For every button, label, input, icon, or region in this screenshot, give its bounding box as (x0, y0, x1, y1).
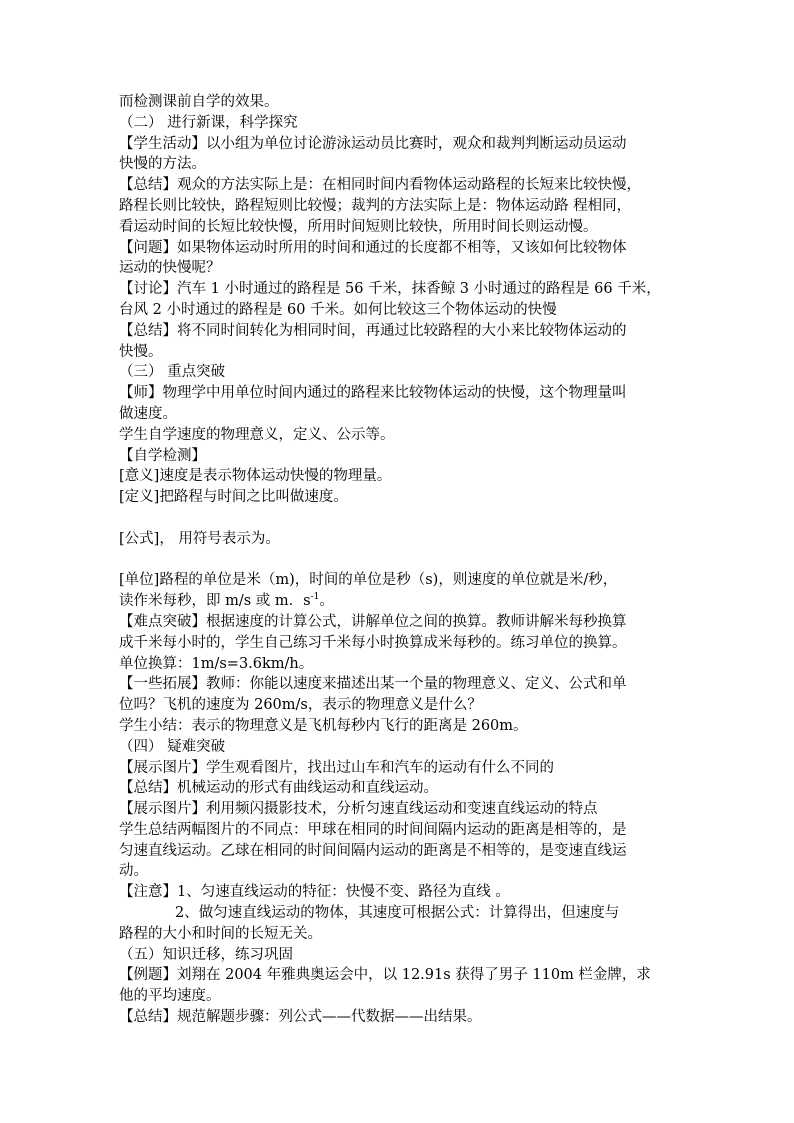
text-line: 【总结】观众的方法实际上是：在相同时间内看物体运动路程的长短来比较快慢， (119, 177, 641, 194)
unit-line: [单位]路程的单位是米（m)，时间的单位是秒（s)，则速度的单位就是米/秒， (119, 572, 618, 589)
text-line: 位吗？飞机的速度为 260m/s，表示的物理意义是什么？ (119, 697, 482, 714)
text-line: 【难点突破】根据速度的计算公式，讲解单位之间的换算。教师讲解米每秒换算 (119, 613, 627, 630)
text-line: 快慢。 (119, 343, 163, 360)
text-line: 单位换算：1m/s=3.6km/h。 (119, 655, 314, 672)
text-line: 【一些拓展】教师：你能以速度来描述出某一个量的物理意义、定义、公式和单 (119, 676, 627, 693)
text-line: 而检测课前自学的效果。 (119, 94, 279, 110)
blank-line (119, 508, 675, 529)
text-line: 看运动时间的长短比较快慢，所用时间短则比较快，所用时间长则运动慢。 (119, 218, 598, 235)
text-line: 【注意】1、匀速直线运动的特征：快慢不变、路径为直线 。 (119, 884, 510, 901)
text-line: 台风 2 小时通过的路程是 60 千米。如何比较这三个物体运动的快慢 (119, 301, 557, 318)
unit-text-end: 。 (319, 593, 334, 610)
text-line: [定义]把路程与时间之比叫做速度。 (119, 489, 348, 506)
section-heading: （三） 重点突破 (119, 364, 226, 381)
text-line: [意义]速度是表示物体运动快慢的物理量。 (119, 468, 392, 485)
document-page (119, 92, 675, 1028)
text-line: 【展示图片】学生观看图片，找出过山车和汽车的运动有什么不同的 (119, 759, 554, 776)
unit-exponent: -1 (310, 592, 320, 603)
blank-line (119, 550, 675, 571)
unit-text: 读作米每秒，即 m/s 或 m．s (119, 593, 311, 610)
text-line: 【学生活动】以小组为单位讨论游泳运动员比赛时，观众和裁判判断运动员运动 (119, 135, 627, 152)
section-heading: （四） 疑难突破 (119, 738, 226, 755)
text-line: 他的平均速度。 (119, 988, 221, 1005)
section-heading: （二） 进行新课，科学探究 (119, 114, 298, 131)
text-line: 成千米每小时的，学生自己练习千米每小时换算成米每秒的。练习单位的换算。 (119, 634, 627, 651)
text-line: 【总结】规范解题步骤：列公式——代数据——出结果。 (119, 1009, 482, 1026)
indented-text-line: 2、做匀速直线运动的物体，其速度可根据公式：计算得出，但速度与 (175, 905, 620, 922)
text-line: 学生自学速度的物理意义，定义、公示等。 (119, 426, 395, 443)
section-heading: （五）知识迁移，练习巩固 (119, 946, 293, 963)
text-line: 路程长则比较快，路程短则比较慢；裁判的方法实际上是：物体运动路 程相同， (119, 197, 632, 214)
text-line: 匀速直线运动。乙球在相同的时间间隔内运动的距离是不相等的，是变速直线运 (119, 842, 627, 859)
text-line: 【总结】将不同时间转化为相同时间，再通过比较路程的大小来比较物体运动的 (119, 322, 627, 339)
formula-line: [公式]， 用符号表示为。 (119, 530, 280, 547)
text-line: 路程的大小和时间的长短无关。 (119, 925, 322, 942)
text-line: 【问题】如果物体运动时所用的时间和通过的长度都不相等，又该如何比较物体 (119, 239, 627, 256)
text-line: 【总结】机械运动的形式有曲线运动和直线运动。 (119, 780, 438, 797)
text-line: 【师】物理学中用单位时间内通过的路程来比较物体运动的快慢，这个物理量叫 (119, 385, 627, 402)
unit-line (119, 591, 675, 612)
text-line: 【自学检测】 (119, 447, 206, 464)
text-line: 运动的快慢呢？ (119, 260, 221, 277)
text-line: 学生小结：表示的物理意义是飞机每秒内飞行的距离是 260m。 (119, 717, 528, 734)
text-line: 【讨论】汽车 1 小时通过的路程是 56 千米，抹香鲸 3 小时通过的路程是 66 千米， (119, 281, 661, 298)
text-line: 动。 (119, 863, 148, 880)
text-line: 【展示图片】利用频闪摄影技术，分析匀速直线运动和变速直线运动的特点 (119, 801, 598, 818)
text-line: 做速度。 (119, 405, 177, 422)
text-line: 学生总结两幅图片的不同点：甲球在相同的时间间隔内运动的距离是相等的，是 (119, 821, 627, 838)
text-line: 快慢的方法。 (119, 156, 206, 173)
text-line: 【例题】刘翔在 2004 年雅典奥运会中，以 12.91s 获得了男子 110m 栏金牌，求 (119, 967, 651, 984)
